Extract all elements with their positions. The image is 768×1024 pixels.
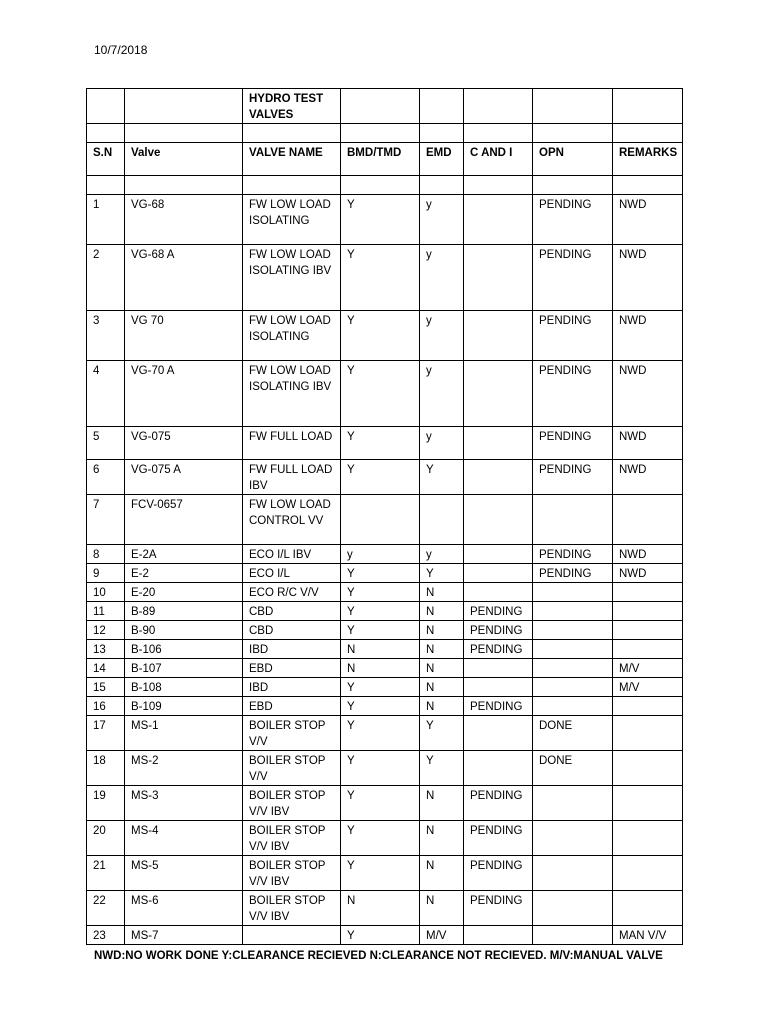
cell-opn: PENDING [533, 545, 613, 564]
cell-c-and-i: PENDING [464, 856, 533, 891]
cell-opn [533, 583, 613, 602]
cell-opn [533, 678, 613, 697]
cell-opn [533, 926, 613, 945]
cell-sn: S.N [87, 143, 125, 176]
cell-emd: N [420, 640, 464, 659]
cell-valve-name [243, 124, 341, 143]
cell-opn [533, 786, 613, 821]
cell-valve [125, 89, 243, 124]
cell-bmd-tmd: Y [341, 245, 420, 311]
cell-opn [533, 821, 613, 856]
cell-sn [87, 176, 125, 195]
cell-emd: N [420, 856, 464, 891]
cell-valve: VG-70 A [125, 361, 243, 427]
cell-valve-name: IBD [243, 640, 341, 659]
cell-valve-name: HYDRO TEST VALVES [243, 89, 341, 124]
cell-bmd-tmd: Y [341, 460, 420, 495]
cell-sn: 23 [87, 926, 125, 945]
table-row [87, 640, 683, 659]
cell-emd: N [420, 821, 464, 856]
cell-valve: MS-2 [125, 751, 243, 786]
cell-opn [533, 640, 613, 659]
cell-remarks: NWD [613, 311, 683, 361]
cell-valve-name: ECO I/L [243, 564, 341, 583]
cell-c-and-i [464, 495, 533, 545]
table-row [87, 311, 683, 361]
cell-emd: EMD [420, 143, 464, 176]
cell-bmd-tmd: Y [341, 678, 420, 697]
cell-valve-name: ECO I/L IBV [243, 545, 341, 564]
header-row [87, 143, 683, 176]
cell-c-and-i [464, 678, 533, 697]
cell-bmd-tmd: Y [341, 716, 420, 751]
cell-valve-name: FW LOW LOAD ISOLATING [243, 311, 341, 361]
cell-opn [533, 89, 613, 124]
cell-c-and-i: PENDING [464, 621, 533, 640]
cell-valve: VG-68 [125, 195, 243, 245]
cell-sn: 10 [87, 583, 125, 602]
cell-sn: 21 [87, 856, 125, 891]
cell-emd: y [420, 245, 464, 311]
cell-sn: 7 [87, 495, 125, 545]
cell-sn: 20 [87, 821, 125, 856]
cell-c-and-i [464, 545, 533, 564]
cell-valve: B-90 [125, 621, 243, 640]
cell-bmd-tmd: Y [341, 195, 420, 245]
cell-emd: N [420, 697, 464, 716]
cell-opn [533, 621, 613, 640]
cell-valve [125, 176, 243, 195]
cell-valve: FCV-0657 [125, 495, 243, 545]
cell-remarks: MAN V/V [613, 926, 683, 945]
cell-bmd-tmd: Y [341, 361, 420, 427]
table-row [87, 716, 683, 751]
cell-remarks [613, 495, 683, 545]
cell-c-and-i [464, 583, 533, 602]
cell-valve-name: BOILER STOP V/V IBV [243, 891, 341, 926]
table-row [87, 659, 683, 678]
cell-valve-name: FW LOW LOAD ISOLATING [243, 195, 341, 245]
table-row [87, 495, 683, 545]
table-row [87, 821, 683, 856]
cell-remarks [613, 786, 683, 821]
cell-opn: PENDING [533, 460, 613, 495]
cell-valve-name: EBD [243, 659, 341, 678]
cell-opn: PENDING [533, 564, 613, 583]
cell-opn [533, 697, 613, 716]
table-row [87, 697, 683, 716]
cell-sn: 15 [87, 678, 125, 697]
cell-valve: MS-7 [125, 926, 243, 945]
cell-valve [125, 124, 243, 143]
cell-bmd-tmd: Y [341, 751, 420, 786]
cell-c-and-i [464, 427, 533, 460]
cell-c-and-i: PENDING [464, 602, 533, 621]
cell-opn [533, 659, 613, 678]
cell-sn: 18 [87, 751, 125, 786]
cell-c-and-i: PENDING [464, 697, 533, 716]
table-row [87, 427, 683, 460]
table-row [87, 245, 683, 311]
cell-emd: Y [420, 751, 464, 786]
cell-opn [533, 856, 613, 891]
cell-remarks [613, 697, 683, 716]
cell-valve: B-109 [125, 697, 243, 716]
cell-remarks: NWD [613, 361, 683, 427]
table-row [87, 460, 683, 495]
cell-valve-name: BOILER STOP V/V IBV [243, 821, 341, 856]
legend-footer: NWD:NO WORK DONE Y:CLEARANCE RECIEVED N:CLEARANCE NOT RECIEVED. M/V:MANUAL VALVE [94, 950, 663, 962]
cell-remarks [613, 751, 683, 786]
cell-emd: N [420, 659, 464, 678]
cell-sn: 12 [87, 621, 125, 640]
cell-bmd-tmd: Y [341, 311, 420, 361]
cell-c-and-i: PENDING [464, 640, 533, 659]
cell-emd: Y [420, 564, 464, 583]
cell-emd: y [420, 195, 464, 245]
cell-emd: N [420, 621, 464, 640]
cell-opn: PENDING [533, 245, 613, 311]
cell-valve-name: FW FULL LOAD IBV [243, 460, 341, 495]
cell-opn [533, 602, 613, 621]
cell-c-and-i [464, 89, 533, 124]
cell-emd [420, 176, 464, 195]
cell-emd [420, 124, 464, 143]
cell-valve: MS-1 [125, 716, 243, 751]
cell-emd: N [420, 583, 464, 602]
table-row [87, 621, 683, 640]
cell-valve: B-108 [125, 678, 243, 697]
table-row [87, 583, 683, 602]
cell-emd: N [420, 891, 464, 926]
cell-sn: 14 [87, 659, 125, 678]
cell-c-and-i: PENDING [464, 821, 533, 856]
cell-valve-name [243, 176, 341, 195]
cell-bmd-tmd [341, 495, 420, 545]
cell-bmd-tmd: Y [341, 697, 420, 716]
cell-remarks [613, 716, 683, 751]
cell-c-and-i: C AND I [464, 143, 533, 176]
cell-bmd-tmd [341, 89, 420, 124]
cell-c-and-i [464, 716, 533, 751]
cell-bmd-tmd: N [341, 659, 420, 678]
cell-opn: PENDING [533, 361, 613, 427]
cell-bmd-tmd: Y [341, 564, 420, 583]
cell-valve-name: VALVE NAME [243, 143, 341, 176]
table-row [87, 361, 683, 427]
cell-remarks: M/V [613, 678, 683, 697]
cell-emd: M/V [420, 926, 464, 945]
spacer-row [87, 124, 683, 143]
cell-c-and-i [464, 460, 533, 495]
cell-c-and-i [464, 564, 533, 583]
cell-remarks [613, 602, 683, 621]
cell-valve: VG-68 A [125, 245, 243, 311]
cell-valve-name: BOILER STOP V/V IBV [243, 786, 341, 821]
cell-sn: 5 [87, 427, 125, 460]
cell-c-and-i [464, 361, 533, 427]
cell-sn: 9 [87, 564, 125, 583]
cell-remarks: NWD [613, 245, 683, 311]
cell-valve-name: FW LOW LOAD ISOLATING IBV [243, 361, 341, 427]
table-row [87, 751, 683, 786]
cell-sn: 19 [87, 786, 125, 821]
cell-valve: MS-4 [125, 821, 243, 856]
cell-opn: PENDING [533, 311, 613, 361]
cell-bmd-tmd [341, 124, 420, 143]
cell-valve-name: IBD [243, 678, 341, 697]
cell-valve: MS-5 [125, 856, 243, 891]
cell-opn [533, 495, 613, 545]
cell-bmd-tmd: Y [341, 926, 420, 945]
cell-remarks [613, 640, 683, 659]
cell-valve-name: ECO R/C V/V [243, 583, 341, 602]
cell-sn [87, 89, 125, 124]
cell-valve-name [243, 926, 341, 945]
cell-bmd-tmd: y [341, 545, 420, 564]
cell-remarks: NWD [613, 564, 683, 583]
cell-bmd-tmd: Y [341, 583, 420, 602]
cell-c-and-i [464, 124, 533, 143]
cell-emd: y [420, 427, 464, 460]
cell-remarks: NWD [613, 427, 683, 460]
spacer-row [87, 176, 683, 195]
cell-bmd-tmd: Y [341, 602, 420, 621]
cell-remarks [613, 89, 683, 124]
cell-remarks: NWD [613, 195, 683, 245]
cell-bmd-tmd: BMD/TMD [341, 143, 420, 176]
cell-valve: E-2 [125, 564, 243, 583]
cell-emd: y [420, 311, 464, 361]
cell-opn: DONE [533, 751, 613, 786]
cell-sn: 4 [87, 361, 125, 427]
cell-sn: 8 [87, 545, 125, 564]
cell-emd: N [420, 678, 464, 697]
cell-valve: MS-6 [125, 891, 243, 926]
table-row [87, 891, 683, 926]
cell-remarks [613, 583, 683, 602]
table-row [87, 195, 683, 245]
table-row [87, 926, 683, 945]
cell-c-and-i [464, 245, 533, 311]
cell-opn: PENDING [533, 427, 613, 460]
cell-bmd-tmd [341, 176, 420, 195]
cell-c-and-i [464, 195, 533, 245]
cell-valve-name: EBD [243, 697, 341, 716]
cell-bmd-tmd: Y [341, 621, 420, 640]
cell-remarks: NWD [613, 460, 683, 495]
cell-sn: 17 [87, 716, 125, 751]
cell-bmd-tmd: Y [341, 786, 420, 821]
cell-opn [533, 176, 613, 195]
cell-c-and-i: PENDING [464, 786, 533, 821]
cell-opn [533, 124, 613, 143]
cell-bmd-tmd: N [341, 891, 420, 926]
cell-sn: 22 [87, 891, 125, 926]
cell-c-and-i: PENDING [464, 891, 533, 926]
table-row [87, 602, 683, 621]
cell-valve-name: FW LOW LOAD ISOLATING IBV [243, 245, 341, 311]
cell-c-and-i [464, 176, 533, 195]
cell-sn: 2 [87, 245, 125, 311]
table-row [87, 545, 683, 564]
cell-opn [533, 891, 613, 926]
table-row [87, 678, 683, 697]
cell-bmd-tmd: Y [341, 427, 420, 460]
cell-valve: B-107 [125, 659, 243, 678]
cell-valve: B-106 [125, 640, 243, 659]
cell-remarks [613, 856, 683, 891]
table-row [87, 856, 683, 891]
hydro-test-table [86, 88, 683, 945]
cell-remarks: NWD [613, 545, 683, 564]
cell-opn: PENDING [533, 195, 613, 245]
cell-emd: Y [420, 716, 464, 751]
cell-sn: 16 [87, 697, 125, 716]
cell-bmd-tmd: N [341, 640, 420, 659]
cell-sn: 1 [87, 195, 125, 245]
cell-sn: 13 [87, 640, 125, 659]
cell-remarks: REMARKS [613, 143, 683, 176]
cell-valve-name: BOILER STOP V/V [243, 751, 341, 786]
cell-valve: B-89 [125, 602, 243, 621]
cell-valve-name: FW LOW LOAD CONTROL VV [243, 495, 341, 545]
title-row [87, 89, 683, 124]
cell-remarks [613, 176, 683, 195]
cell-c-and-i [464, 751, 533, 786]
cell-valve-name: BOILER STOP V/V IBV [243, 856, 341, 891]
cell-opn: OPN [533, 143, 613, 176]
cell-remarks: M/V [613, 659, 683, 678]
document-date: 10/7/2018 [94, 43, 148, 57]
cell-remarks [613, 124, 683, 143]
cell-valve: Valve [125, 143, 243, 176]
cell-valve-name: FW FULL LOAD [243, 427, 341, 460]
cell-sn: 3 [87, 311, 125, 361]
table-row [87, 564, 683, 583]
cell-c-and-i [464, 659, 533, 678]
cell-sn: 6 [87, 460, 125, 495]
cell-sn: 11 [87, 602, 125, 621]
table-row [87, 786, 683, 821]
cell-valve: MS-3 [125, 786, 243, 821]
cell-opn: DONE [533, 716, 613, 751]
cell-remarks [613, 821, 683, 856]
cell-valve: VG-075 [125, 427, 243, 460]
cell-bmd-tmd: Y [341, 856, 420, 891]
cell-valve: VG 70 [125, 311, 243, 361]
cell-valve: E-2A [125, 545, 243, 564]
cell-emd: y [420, 545, 464, 564]
cell-valve-name: CBD [243, 602, 341, 621]
cell-emd: y [420, 361, 464, 427]
cell-emd: N [420, 786, 464, 821]
cell-emd: N [420, 602, 464, 621]
cell-remarks [613, 621, 683, 640]
cell-sn [87, 124, 125, 143]
cell-valve: VG-075 A [125, 460, 243, 495]
cell-emd: Y [420, 460, 464, 495]
cell-emd [420, 89, 464, 124]
cell-remarks [613, 891, 683, 926]
cell-valve-name: CBD [243, 621, 341, 640]
cell-valve: E-20 [125, 583, 243, 602]
cell-c-and-i [464, 311, 533, 361]
cell-c-and-i [464, 926, 533, 945]
cell-valve-name: BOILER STOP V/V [243, 716, 341, 751]
cell-bmd-tmd: Y [341, 821, 420, 856]
cell-emd [420, 495, 464, 545]
